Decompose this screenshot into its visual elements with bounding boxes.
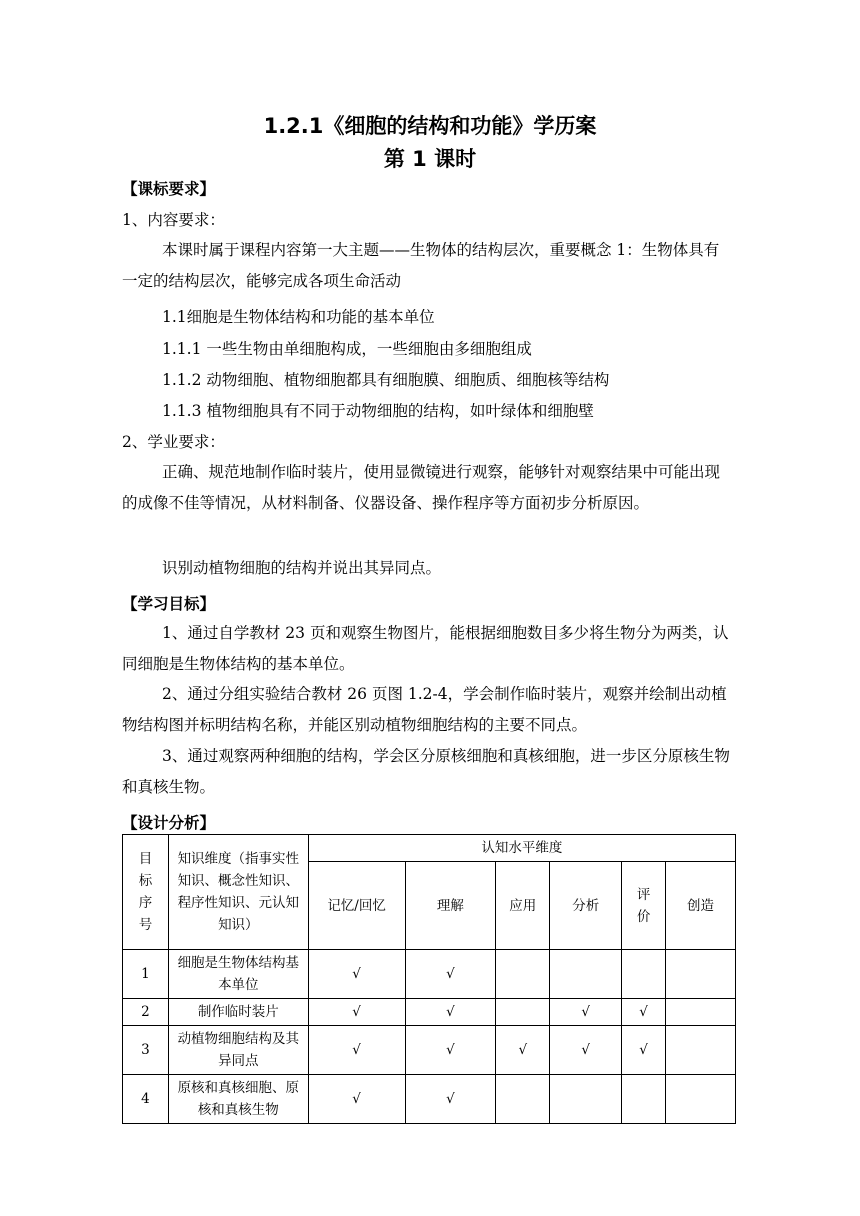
content-requirement-label: 1、内容要求： <box>122 211 225 229</box>
check-cell <box>622 1075 666 1124</box>
table-row <box>123 999 736 1026</box>
check-cell <box>666 999 736 1026</box>
check-cell <box>666 1026 736 1075</box>
requirement-item: 1.1.3 植物细胞具有不同于动物细胞的结构，如叶绿体和细胞壁 <box>162 402 594 420</box>
section-heading-learning-goals: 【学习目标】 <box>122 595 216 613</box>
requirement-item: 1.1.1 一些生物由单细胞构成，一些细胞由多细胞组成 <box>162 340 532 358</box>
check-cell: √ <box>405 999 496 1026</box>
check-cell <box>550 1075 622 1124</box>
table-row <box>123 1026 736 1075</box>
design-analysis-table <box>122 834 736 1124</box>
check-cell: √ <box>622 1026 666 1075</box>
section-heading-curriculum: 【课标要求】 <box>122 180 216 198</box>
header-level: 创造 <box>666 862 736 950</box>
check-cell <box>666 950 736 999</box>
academic-requirement-paragraph-2: 识别动植物细胞的结构并说出其异同点。 <box>162 559 442 577</box>
header-level: 理解 <box>405 862 496 950</box>
header-cognitive-dimension: 认知水平维度 <box>308 835 735 862</box>
check-cell <box>666 1075 736 1124</box>
academic-requirement-paragraph: 正确、规范地制作临时装片，使用显微镜进行观察，能够针对观察结果中可能出现的成像不佳等情况，从材料制备、仪器设备、操作程序等方面初步分析原因。 <box>122 463 721 512</box>
check-cell <box>496 950 550 999</box>
check-cell: √ <box>550 1026 622 1075</box>
header-goal-number: 目标序号 <box>123 835 169 950</box>
requirement-item: 1.1细胞是生物体结构和功能的基本单位 <box>162 308 435 326</box>
check-cell: √ <box>308 1026 405 1075</box>
header-level: 记忆/回忆 <box>308 862 405 950</box>
check-cell: √ <box>405 1075 496 1124</box>
check-cell: √ <box>308 950 405 999</box>
row-knowledge: 细胞是生物体结构基本单位 <box>168 950 308 999</box>
header-level: 评价 <box>622 862 666 950</box>
row-number: 3 <box>123 1026 169 1075</box>
row-knowledge: 原核和真核细胞、原核和真核生物 <box>168 1075 308 1124</box>
section-heading-design-analysis: 【设计分析】 <box>122 814 216 832</box>
row-knowledge: 制作临时装片 <box>168 999 308 1026</box>
row-number: 2 <box>123 999 169 1026</box>
header-knowledge-dimension: 知识维度（指事实性知识、概念性知识、程序性知识、元认知知识） <box>168 835 308 950</box>
header-level: 应用 <box>496 862 550 950</box>
learning-goal: 3、通过观察两种细胞的结构，学会区分原核细胞和真核细胞，进一步区分原核生物和真核生物。 <box>122 747 730 796</box>
table-row <box>123 1075 736 1124</box>
requirement-item: 1.1.2 动物细胞、植物细胞都具有细胞膜、细胞质、细胞核等结构 <box>162 371 610 389</box>
check-cell: √ <box>496 1026 550 1075</box>
check-cell: √ <box>405 950 496 999</box>
check-cell: √ <box>622 999 666 1026</box>
header-level: 分析 <box>550 862 622 950</box>
table-row <box>123 950 736 999</box>
check-cell <box>496 1075 550 1124</box>
learning-goal: 2、通过分组实验结合教材 26 页图 1.2-4，学会制作临时装片，观察并绘制出动植物结构图并标明结构名称，并能区别动植物细胞结构的主要不同点。 <box>122 685 727 734</box>
check-cell: √ <box>308 1075 405 1124</box>
row-number: 1 <box>123 950 169 999</box>
row-knowledge: 动植物细胞结构及其异同点 <box>168 1026 308 1075</box>
check-cell <box>550 950 622 999</box>
academic-requirement-label: 2、学业要求： <box>122 433 225 451</box>
lesson-subtitle: 第 1 课时 <box>383 147 477 171</box>
learning-goal: 1、通过自学教材 23 页和观察生物图片，能根据细胞数目多少将生物分为两类，认同细胞是生物体结构的基本单位。 <box>122 624 729 673</box>
content-requirement-paragraph: 本课时属于课程内容第一大主题——生物体的结构层次，重要概念 1：生物体具有一定的结构层次，能够完成各项生命活动 <box>122 241 720 290</box>
check-cell: √ <box>405 1026 496 1075</box>
check-cell <box>622 950 666 999</box>
row-number: 4 <box>123 1075 169 1124</box>
check-cell: √ <box>308 999 405 1026</box>
check-cell <box>496 999 550 1026</box>
check-cell: √ <box>550 999 622 1026</box>
document-title: 1.2.1《细胞的结构和功能》学历案 <box>263 114 597 138</box>
